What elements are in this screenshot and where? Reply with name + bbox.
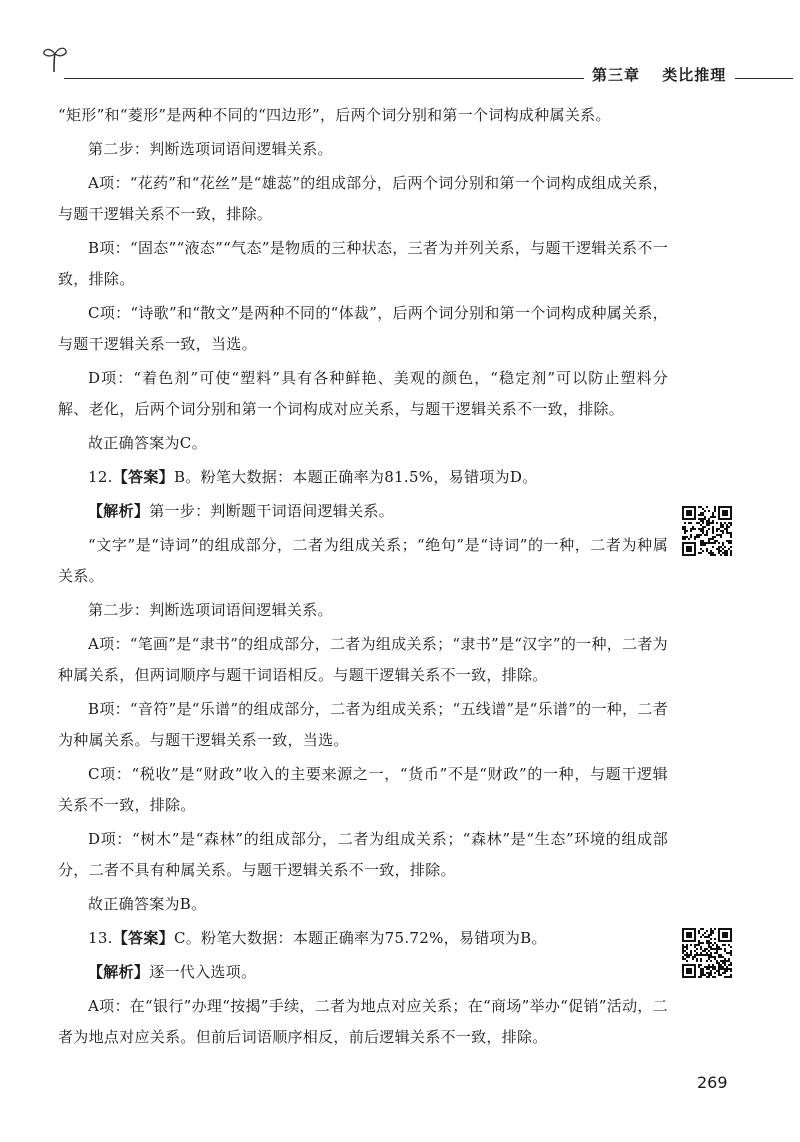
analysis-tag: 【解析】 [88,963,150,981]
paragraph: C项：“税收”是“财政”收入的主要来源之一，“货币”不是“财政”的一种，与题干逻辑关系不一致，排除。 [58,765,668,814]
paragraph: 第二步：判断选项词语间逻辑关系。 [88,601,333,619]
paragraph: A项：“笔画”是“隶书”的组成部分，二者为组成关系；“隶书”是“汉字”的一种，二者为种属关系，但两词顺序与题干词语相反。与题干逻辑关系不一致，排除。 [58,635,668,684]
q13-answer-text: C。粉笔大数据：本题正确率为75.72%，易错项为B。 [173,929,547,947]
q12-analysis [58,496,668,527]
paragraph: B项：“固态”“液态”“气态”是物质的三种状态，三者为并列关系，与题干逻辑关系不一致，排除。 [58,239,668,288]
q12-analysis-text: 第一步：判断题干词语间逻辑关系。 [149,502,395,520]
header-rule-right [735,78,793,79]
chapter-number: 第三章 [592,66,641,84]
paragraph: “矩形”和“菱形”是两种不同的“四边形”，后两个词分别和第一个词构成种属关系。 [58,106,611,124]
q12-answer [58,462,668,493]
paragraph: A项：“花药”和“花丝”是“雄蕊”的组成部分，后两个词分别和第一个词构成组成关系，与题干逻辑关系不一致，排除。 [58,174,668,223]
q12-number: 12. [88,468,113,486]
paragraph: D项：“树木”是“森林”的组成部分，二者为组成关系；“森林”是“生态”环境的组成部分，二者不具有种属关系。与题干逻辑关系不一致，排除。 [58,830,668,879]
paragraph: A项：在“银行”办理“按揭”手续，二者为地点对应关系；在“商场”举办“促销”活动，二者为地点对应关系。但前后词语顺序相反，前后逻辑关系不一致，排除。 [58,997,668,1046]
header-rule-left [64,78,584,79]
paragraph: “文字”是“诗词”的组成部分，二者为组成关系；“绝句”是“诗词”的一种，二者为种属关系。 [58,536,668,585]
q12-answer-text: B。粉笔大数据：本题正确率为81.5%，易错项为D。 [173,468,538,486]
paragraph: B项：“音符”是“乐谱”的组成部分，二者为组成关系；“五线谱”是“乐谱”的一种，二者为种属关系。与题干逻辑关系一致，当选。 [58,700,668,749]
sprout-icon [42,44,68,74]
paragraph: D项：“着色剂”可使“塑料”具有各种鲜艳、美观的颜色，“稳定剂”可以防止塑料分解、老化，后两个词分别和第一个词构成对应关系，与题干逻辑关系不一致，排除。 [58,369,668,418]
qr-code-icon[interactable] [682,928,732,978]
page-header [0,0,800,90]
q13-number: 13. [88,929,113,947]
paragraph: 故正确答案为B。 [88,895,207,913]
qr-code-icon[interactable] [682,506,732,556]
q13-analysis-text: 逐一代入选项。 [149,963,257,981]
q13-analysis [58,957,668,988]
paragraph: C项：“诗歌”和“散文”是两种不同的“体裁”，后两个词分别和第一个词构成种属关系，与题干逻辑关系一致，当选。 [58,304,668,353]
chapter-title: 类比推理 [662,66,727,84]
q13-answer [58,923,668,954]
paragraph: 故正确答案为C。 [88,434,207,452]
paragraph: 第二步：判断选项词语间逻辑关系。 [88,140,333,158]
page-content [58,100,668,1056]
answer-tag: 【答案】 [112,929,174,947]
page-number: 269 [697,1073,728,1092]
analysis-tag: 【解析】 [88,502,150,520]
answer-tag: 【答案】 [112,468,174,486]
chapter-heading [592,64,726,85]
